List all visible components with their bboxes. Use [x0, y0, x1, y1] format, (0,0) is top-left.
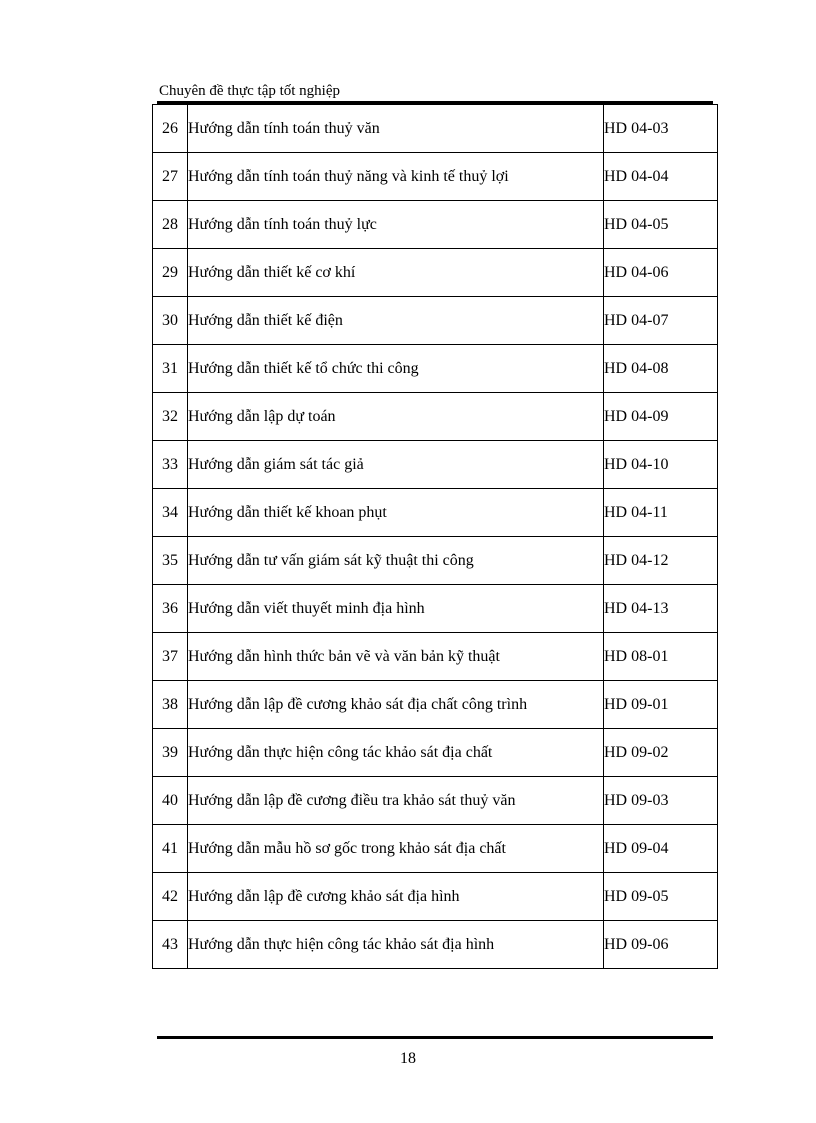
table-row: [153, 345, 718, 393]
row-code: HD 09-04: [604, 825, 718, 873]
row-title: Hướng dẫn tính toán thuỷ lực: [188, 201, 604, 249]
row-number: 28: [153, 201, 188, 249]
table-row: [153, 585, 718, 633]
row-code: HD 09-06: [604, 921, 718, 969]
table-row: [153, 201, 718, 249]
row-title: Hướng dẫn mẫu hồ sơ gốc trong khảo sát địa chất: [188, 825, 604, 873]
row-number: 31: [153, 345, 188, 393]
page-number: 18: [400, 1050, 416, 1067]
row-code: HD 04-10: [604, 441, 718, 489]
row-number: 29: [153, 249, 188, 297]
row-code: HD 04-06: [604, 249, 718, 297]
row-title: Hướng dẫn viết thuyết minh địa hình: [188, 585, 604, 633]
table-body: [153, 105, 718, 969]
row-title: Hướng dẫn lập đề cương khảo sát địa hình: [188, 873, 604, 921]
row-code: HD 04-03: [604, 105, 718, 153]
row-number: 36: [153, 585, 188, 633]
row-code: HD 09-02: [604, 729, 718, 777]
row-number: 32: [153, 393, 188, 441]
row-number: 37: [153, 633, 188, 681]
table-row: [153, 681, 718, 729]
table-row: [153, 105, 718, 153]
row-number: 34: [153, 489, 188, 537]
row-title: Hướng dẫn hình thức bản vẽ và văn bản kỹ thuật: [188, 633, 604, 681]
table-row: [153, 489, 718, 537]
table-row: [153, 633, 718, 681]
footer-rule: [157, 1036, 713, 1039]
row-number: 42: [153, 873, 188, 921]
row-code: HD 04-04: [604, 153, 718, 201]
row-title: Hướng dẫn lập đề cương khảo sát địa chất công trình: [188, 681, 604, 729]
row-code: HD 04-11: [604, 489, 718, 537]
table-row: [153, 537, 718, 585]
row-title: Hướng dẫn lập đề cương điều tra khảo sát thuỷ văn: [188, 777, 604, 825]
table-row: [153, 825, 718, 873]
table-row: [153, 153, 718, 201]
row-code: HD 04-08: [604, 345, 718, 393]
row-number: 35: [153, 537, 188, 585]
table-row: [153, 249, 718, 297]
row-code: HD 08-01: [604, 633, 718, 681]
row-code: HD 04-09: [604, 393, 718, 441]
row-code: HD 04-12: [604, 537, 718, 585]
table-row: [153, 297, 718, 345]
guidelines-table: [152, 104, 718, 969]
row-title: Hướng dẫn tính toán thuỷ văn: [188, 105, 604, 153]
table-row: [153, 777, 718, 825]
row-number: 26: [153, 105, 188, 153]
row-number: 38: [153, 681, 188, 729]
table-row: [153, 441, 718, 489]
table-row: [153, 729, 718, 777]
row-title: Hướng dẫn giám sát tác giả: [188, 441, 604, 489]
row-number: 43: [153, 921, 188, 969]
row-title: Hướng dẫn tính toán thuỷ năng và kinh tế thuỷ lợi: [188, 153, 604, 201]
table-row: [153, 873, 718, 921]
row-title: Hướng dẫn thiết kế cơ khí: [188, 249, 604, 297]
row-number: 41: [153, 825, 188, 873]
table-row: [153, 921, 718, 969]
table-row: [153, 393, 718, 441]
row-title: Hướng dẫn thiết kế tổ chức thi công: [188, 345, 604, 393]
row-code: HD 04-13: [604, 585, 718, 633]
row-number: 39: [153, 729, 188, 777]
row-title: Hướng dẫn thiết kế điện: [188, 297, 604, 345]
page-header-title: Chuyên đề thực tập tốt nghiệp: [159, 83, 341, 99]
row-code: HD 09-01: [604, 681, 718, 729]
row-title: Hướng dẫn thiết kế khoan phụt: [188, 489, 604, 537]
row-title: Hướng dẫn thực hiện công tác khảo sát địa hình: [188, 921, 604, 969]
row-title: Hướng dẫn tư vấn giám sát kỹ thuật thi công: [188, 537, 604, 585]
row-title: Hướng dẫn lập dự toán: [188, 393, 604, 441]
row-code: HD 09-05: [604, 873, 718, 921]
row-title: Hướng dẫn thực hiện công tác khảo sát địa chất: [188, 729, 604, 777]
row-number: 27: [153, 153, 188, 201]
row-code: HD 04-05: [604, 201, 718, 249]
row-code: HD 04-07: [604, 297, 718, 345]
row-number: 40: [153, 777, 188, 825]
row-number: 30: [153, 297, 188, 345]
row-number: 33: [153, 441, 188, 489]
row-code: HD 09-03: [604, 777, 718, 825]
